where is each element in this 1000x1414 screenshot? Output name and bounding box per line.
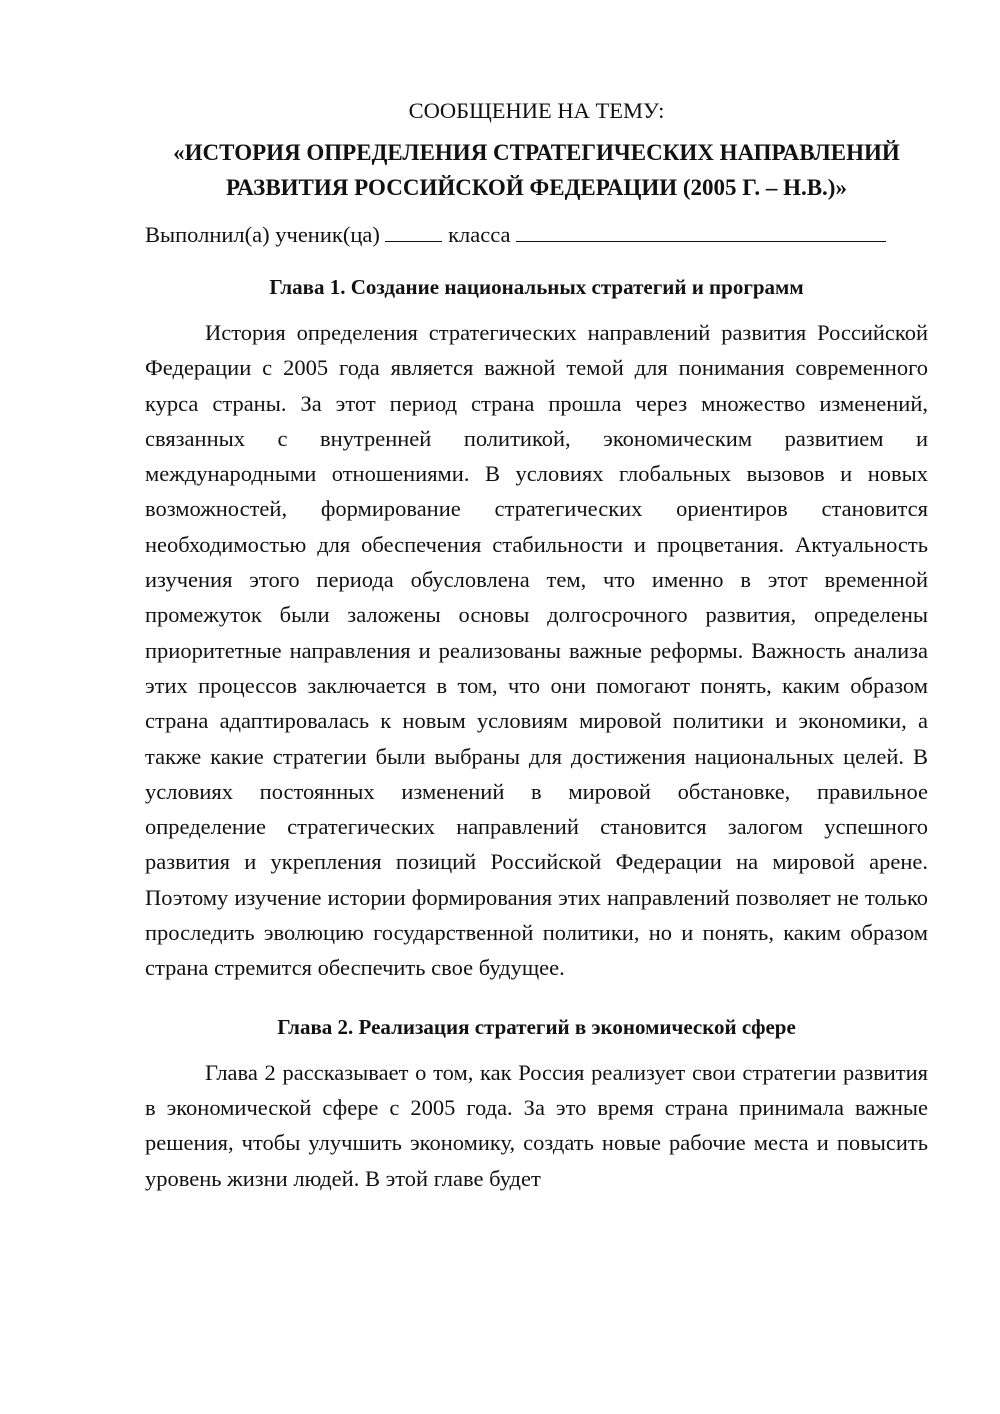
chapter-2-heading: Глава 2. Реализация стратегий в экономической сфере bbox=[277, 1014, 796, 1039]
document-title: «ИСТОРИЯ ОПРЕДЕЛЕНИЯ СТРАТЕГИЧЕСКИХ НАПРАВЛЕНИЙ РАЗВИТИЯ РОССИЙСКОЙ ФЕДЕРАЦИИ (2005 Г. – Н.В.)» bbox=[173, 140, 900, 200]
class-label: класса bbox=[448, 222, 511, 247]
document-type-label: СООБЩЕНИЕ НА ТЕМУ: bbox=[408, 98, 665, 123]
performed-by-label: Выполнил(а) ученик(ца) bbox=[145, 222, 380, 247]
class-number-blank bbox=[385, 223, 442, 242]
document-page bbox=[145, 90, 928, 1196]
author-line bbox=[145, 217, 928, 252]
chapter-2-text: Глава 2 рассказывает о том, как Россия реализует свои стратегии развития в экономической сфере с 2005 года. За это время страна принимала важные решения, чтобы улучшить экономику, создать новые рабочие места и повысить уровень жизни людей. В этой главе будет bbox=[145, 1059, 928, 1191]
chapter-1-heading: Глава 1. Создание национальных стратегий и программ bbox=[269, 275, 804, 299]
student-name-blank bbox=[516, 223, 886, 242]
chapter-1-text: История определения стратегических направлений развития Российской Федерации с 2005 года является важной темой для понимания современного курса страны. За этот период страна прошла через множество изменений, связанных с внутренней политикой, экономическим развитием и международными отношениями. В условиях глобальных вызовов и новых возможностей, формирование стратегических ориентиров становится необходимостью для обеспечения стабильности и процветания. Актуальность изучения этого периода обусловлена тем, что именно в этот временной промежуток были заложены основы долгосрочного развития, определены приоритетные направления и реализованы важные реформы. Важность анализа этих процессов заключается в том, что они помогают понять, каким образом страна адаптировалась к новым условиям мировой политики и экономики, а также какие стратегии были выбраны для достижения национальных целей. В условиях постоянных изменений в мировой обстановке, правильное определение стратегических направлений становится залогом успешного развития и укрепления позиций Российской Федерации на мировой арене. Поэтому изучение истории формирования этих направлений позволяет не только проследить эволюцию государственной политики, но и понять, каким образом страна стремится обеспечить свое будущее. bbox=[145, 320, 928, 981]
